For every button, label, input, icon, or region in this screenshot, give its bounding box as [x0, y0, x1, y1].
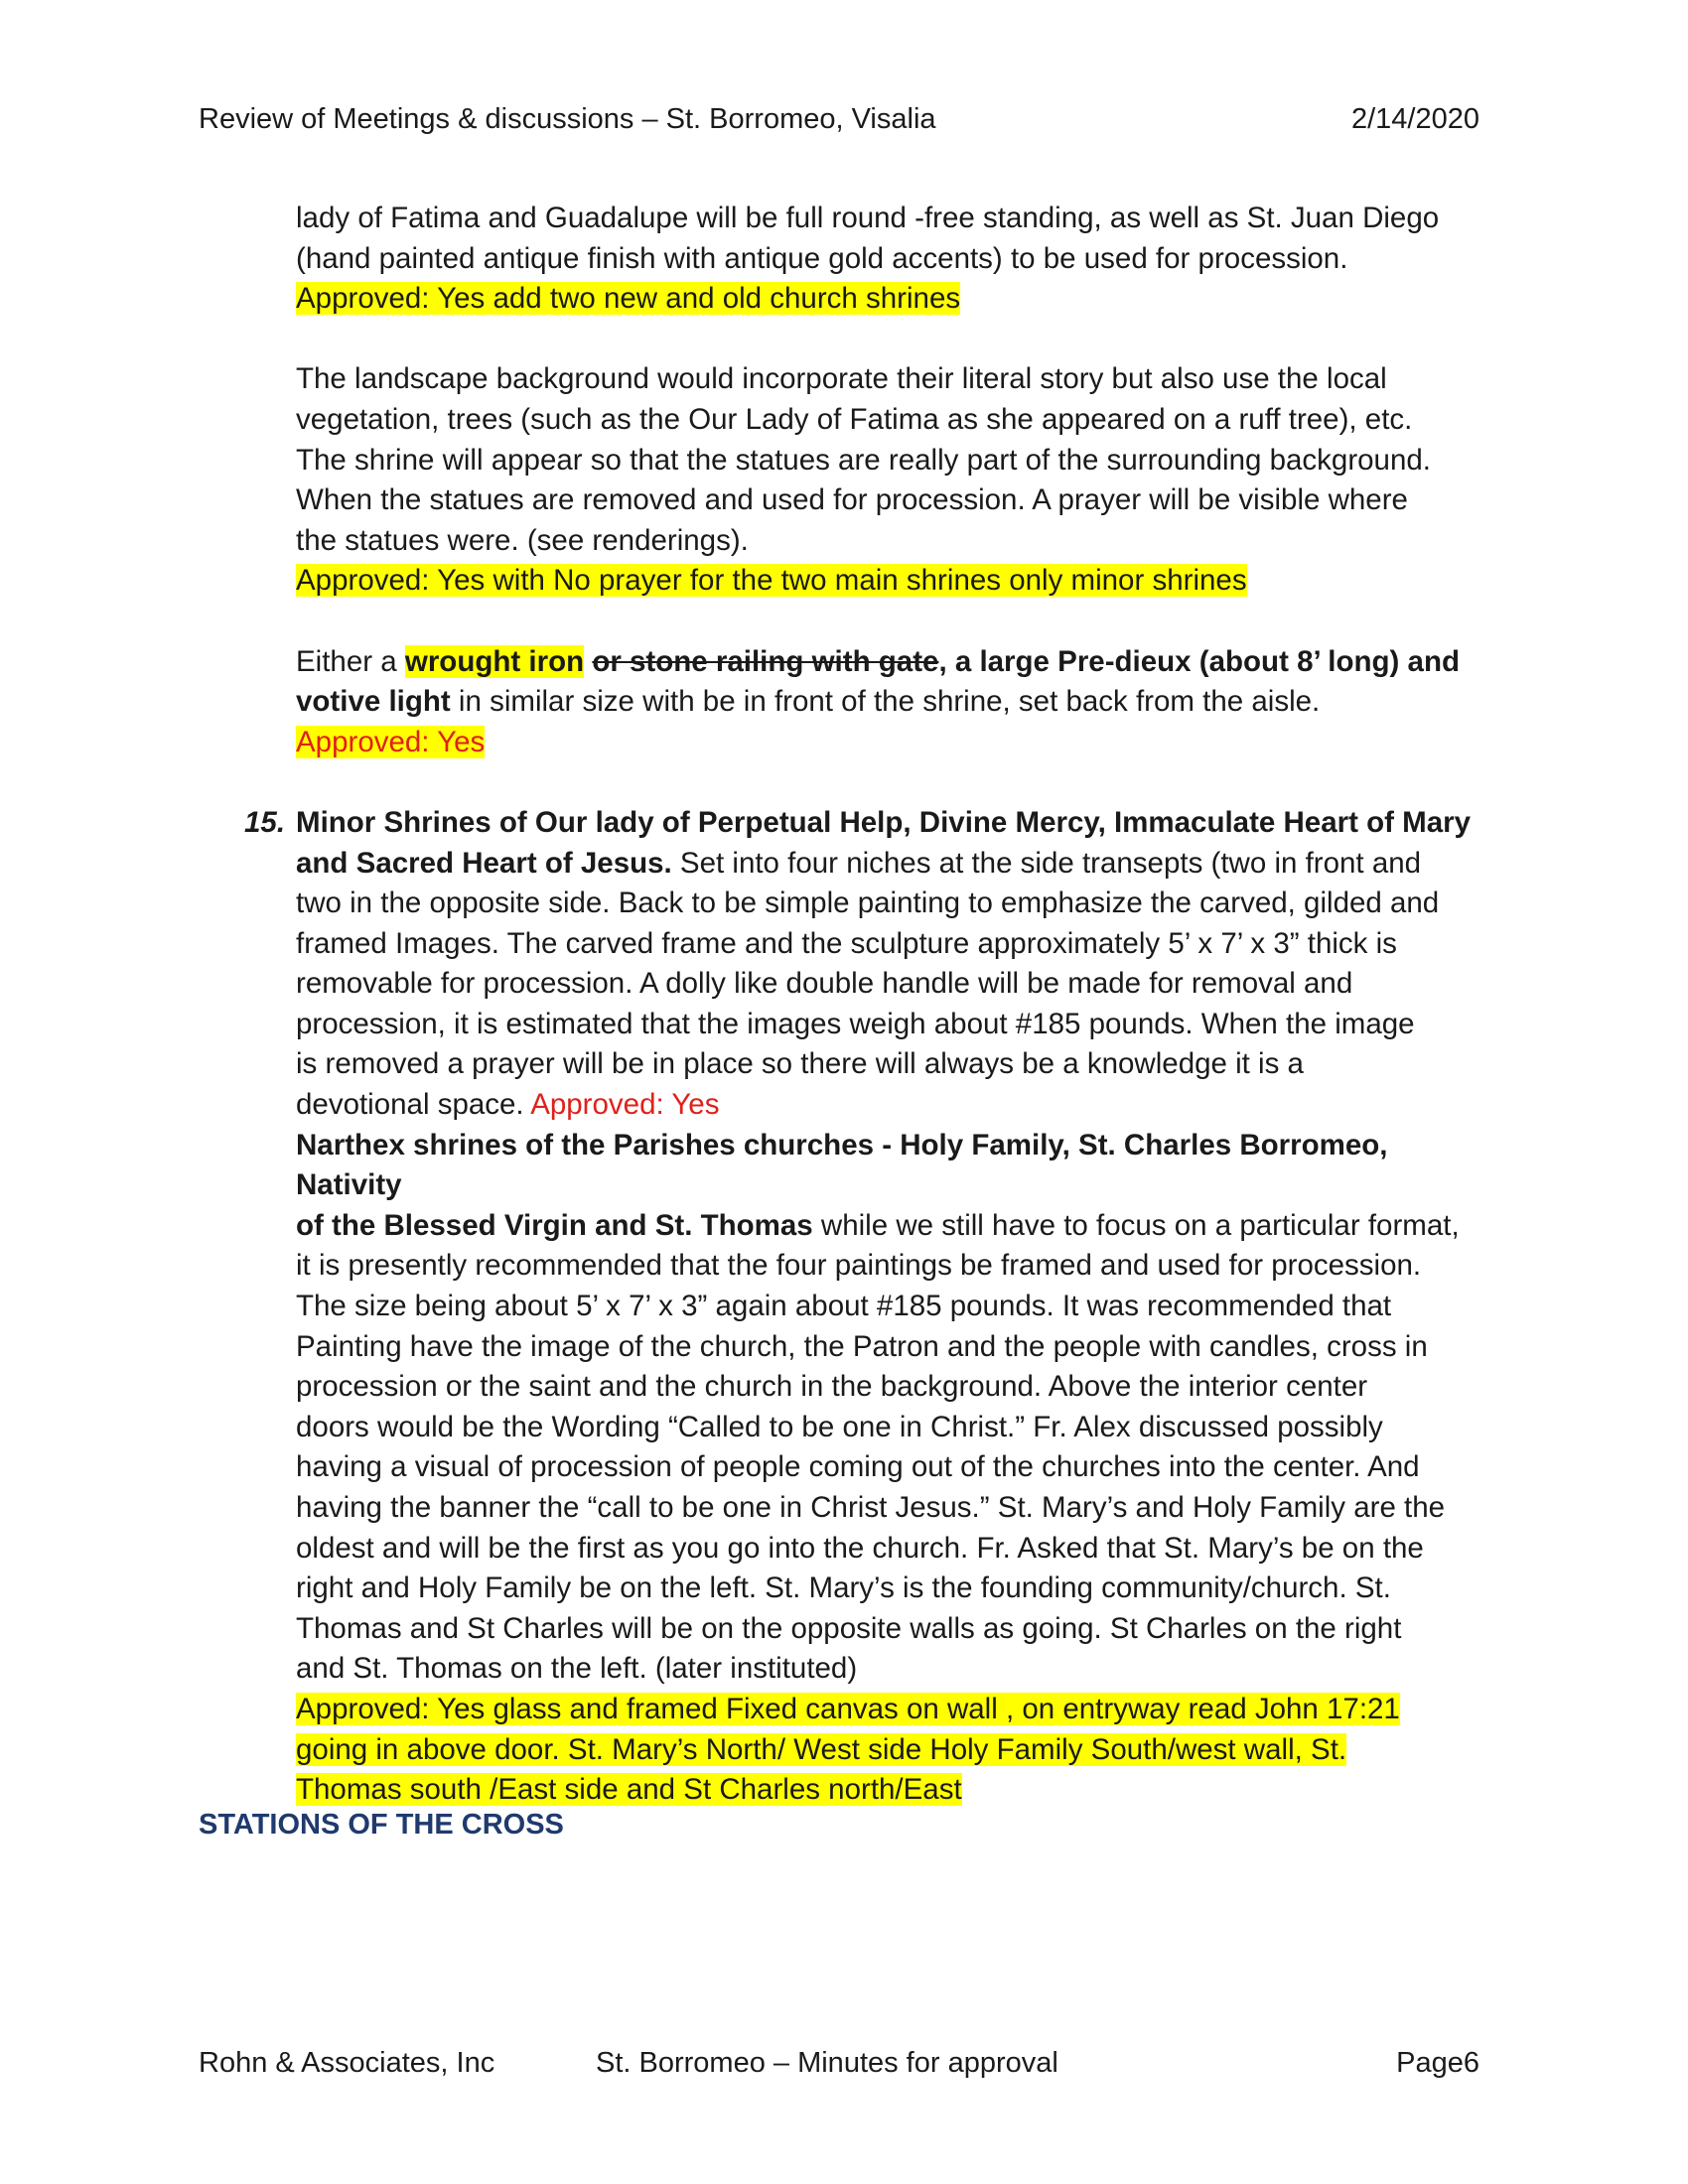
struck-text: or stone railing with gate [592, 644, 939, 678]
header-date: 2/14/2020 [1350, 103, 1479, 135]
list-number: 15. [244, 805, 286, 839]
footer-title: St. Borromeo – Minutes for approval [596, 2047, 1058, 2079]
approval-highlight: Approved: Yes with No prayer for the two main shrines only minor shrines [296, 564, 1247, 598]
approval-highlight: Approved: Yes [296, 725, 486, 758]
bold-text: votive light [296, 685, 451, 719]
paragraph-railing [296, 642, 1487, 763]
text-line: When the statues are removed and used for procession. A prayer will be visible where [296, 483, 1408, 517]
paragraph-statues [296, 199, 1487, 320]
bold-text: of the Blessed Virgin and St. Thomas [296, 1208, 813, 1242]
section-heading: STATIONS OF THE CROSS [199, 1809, 564, 1841]
bold-text: Narthex shrines of the Parishes churches - Holy Family, St. Charles Borromeo, Nativity [296, 1128, 1388, 1202]
approval-highlight: Approved: Yes glass and framed Fixed canvas on wall , on entryway read John 17:21 [296, 1692, 1400, 1725]
text-line: lady of Fatima and Guadalupe will be full round -free standing, as well as St. Juan Diego [296, 202, 1440, 234]
paragraph-landscape [296, 359, 1487, 602]
approval-highlight: going in above door. St. Mary’s North/ West side Holy Family South/west wall, St. [296, 1732, 1347, 1766]
wrought-iron-highlight: wrought iron [404, 644, 585, 678]
text-line: vegetation, trees (such as the Our Lady of Fatima as she appeared on a ruff tree), etc. [296, 402, 1413, 436]
document-body [244, 199, 1487, 1811]
text-line: the statues were. (see renderings). [296, 523, 749, 557]
approval-text: Approved: Yes [530, 1088, 720, 1122]
text-run: Either a [296, 644, 405, 678]
text-line: The shrine will appear so that the statues are really part of the surrounding background. [296, 443, 1431, 477]
text-line: (hand painted antique finish with antique gold accents) to be used for procession. [296, 241, 1348, 275]
bold-text: , a large Pre-dieux (about 8’ long) and [938, 644, 1460, 678]
footer-company: Rohn & Associates, Inc [199, 2047, 495, 2079]
list-item-15: 15. Minor Shrines of Our lady of Perpetual Help, Divine Mercy, Immaculate Heart of Mary and Sacred Heart of Jesus. Set into four niches at the side transepts (two in front and two in the opposite side. Back to be simple painting to emphasize the carved, gilded and framed Images. The carved frame and the sculpture approximately 5’ x 7’ x 3” thick is removable for procession. A dolly like double handle will be made for removal and procession, it is estimated that the images weigh about #185 pounds. When the image is removed a prayer will be in place so there will always be a knowledge it is a devotional space. Approved: Yes Narthex shrines of the Parishes churches - Holy Family, St. Charles Borromeo, Nativity of the Blessed Virgin and St. Thomas while we still have to focus on a particular format, it is presently recommended that the four paintings be framed and used for procession. The size being about 5’ x 7’ x 3” again about #185 pounds. It was recommended that Painting have the image of the church, the Patron and the people with candles, cross in procession or the saint and the church in the background. Above the interior center doors would be the Wording “Called to be one in Christ.” Fr. Alex discussed possibly having a visual of procession of people coming out of the churches into the center. And having the banner the “call to be one in Christ Jesus.” St. Mary’s and Holy Family are the oldest and will be the first as you go into the church. Fr. Asked that St. Mary’s be on the right and Holy Family be on the left. St. Mary’s is the founding community/church. St. Thomas and St Charles will be on the opposite walls as going. St Charles on the right and St. Thomas on the left. (later instituted) Approved: Yes glass and framed Fixed canvas on wall , on entryway read John 17:21 going in above door. St. Mary’s North/ West side Holy Family South/west wall, St. Thomas south /East side and St Charles north/East [296, 803, 1487, 1811]
footer-page-number: Page6 [1396, 2047, 1479, 2079]
text-line: The landscape background would incorporate their literal story but also use the local [296, 362, 1387, 396]
page-header [199, 99, 1479, 139]
approval-highlight: Approved: Yes add two new and old church shrines [296, 282, 961, 316]
header-title: Review of Meetings & discussions – St. Borromeo, Visalia [199, 103, 936, 135]
text-run: in similar size with be in front of the shrine, set back from the aisle. [450, 685, 1321, 719]
bold-text: and Sacred Heart of Jesus. [296, 846, 672, 880]
bold-text: Minor Shrines of Our lady of Perpetual Help, Divine Mercy, Immaculate Heart of Mary [296, 805, 1472, 839]
approval-highlight: Thomas south /East side and St Charles north/East [296, 1773, 962, 1807]
